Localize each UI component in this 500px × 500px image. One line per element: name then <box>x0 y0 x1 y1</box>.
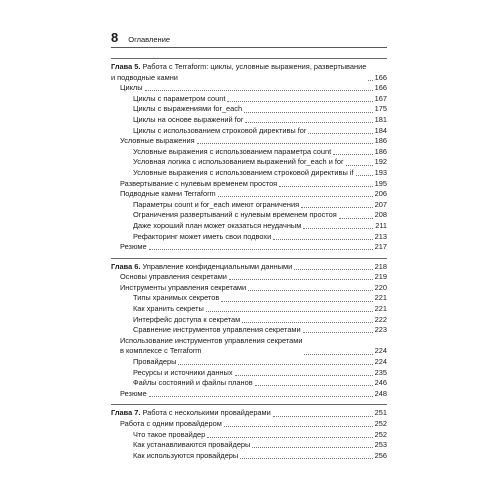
chapter-7-heading <box>111 408 387 419</box>
toc-entry-page: 246 <box>374 378 387 388</box>
chapter-5-page: 166 <box>374 72 387 82</box>
leader-dots <box>294 269 372 270</box>
toc-entry <box>111 242 387 253</box>
leader-dots <box>149 249 373 250</box>
chapter-6-label: Глава 6. <box>111 261 141 271</box>
leader-dots <box>368 80 372 81</box>
toc-entry-page: 192 <box>374 157 387 167</box>
toc-entry-text: Даже хороший план может оказаться неудачным <box>133 220 302 230</box>
toc-entry-text: Циклы с выражениями for_each <box>133 104 243 114</box>
toc-entry <box>111 83 387 94</box>
toc-entry-text: Работа с одним провайдером <box>120 419 222 428</box>
toc-entry-page: 224 <box>374 357 387 367</box>
toc-entry <box>111 325 387 336</box>
table-of-contents <box>111 58 387 466</box>
toc-entry <box>111 293 387 304</box>
chapter-7-title: Работа с несколькими провайдерами <box>142 408 271 418</box>
leader-dots <box>197 143 373 144</box>
toc-entry-text: Рефакторинг может иметь свои подвохи <box>133 231 272 241</box>
toc-entry-page: 222 <box>374 314 387 324</box>
toc-entry <box>111 378 387 389</box>
toc-entry <box>111 189 387 200</box>
toc-entry-page: 224 <box>374 346 387 356</box>
toc-entry-page: 217 <box>374 242 387 252</box>
toc-entry-text: Подводные камни Terraform <box>120 189 216 199</box>
toc-entry <box>111 357 387 368</box>
toc-entry-page: 256 <box>374 450 387 460</box>
toc-entry <box>111 115 387 126</box>
chapter-5 <box>111 58 387 253</box>
toc-entry-page: 213 <box>374 231 387 241</box>
leader-dots <box>346 165 373 166</box>
toc-entry <box>111 451 387 462</box>
toc-entry-page: 175 <box>374 104 387 114</box>
leader-dots <box>178 364 372 365</box>
toc-entry <box>111 368 387 379</box>
toc-entry-page: 207 <box>374 199 387 209</box>
toc-entry-page: 221 <box>374 304 387 314</box>
chapter-6-title: Управление конфиденциальными данными <box>142 261 293 271</box>
toc-entry-text: Что такое провайдер <box>133 429 206 439</box>
chapter-6 <box>111 258 387 400</box>
leader-dots <box>333 154 372 155</box>
toc-entry-text: Файлы состояний и файлы планов <box>133 378 253 388</box>
toc-entry <box>111 283 387 294</box>
toc-entry <box>111 221 387 232</box>
toc-entry-page: 166 <box>374 83 387 93</box>
toc-entry-text: Интерфейс доступа к секретам <box>133 314 241 324</box>
leader-dots <box>255 385 373 386</box>
toc-entry <box>111 147 387 158</box>
toc-entry-text: Как хранить секреты <box>133 304 204 314</box>
leader-dots <box>303 332 373 333</box>
leader-dots <box>273 416 373 417</box>
toc-entry <box>111 157 387 168</box>
chapter-5-title-line2: и подводные камни <box>111 72 178 82</box>
toc-entry <box>111 232 387 243</box>
toc-entry-text: Резюме <box>120 242 147 252</box>
leader-dots <box>244 112 373 113</box>
toc-entry-text: Основы управления секретами <box>120 272 227 282</box>
leader-dots <box>206 311 373 312</box>
toc-entry <box>111 419 387 430</box>
leader-dots <box>229 279 373 280</box>
toc-entry-page: 186 <box>374 136 387 146</box>
leader-dots <box>356 175 373 176</box>
toc-entry-page: 235 <box>374 367 387 377</box>
toc-entry-page: 248 <box>374 388 387 398</box>
chapter-7 <box>111 404 387 461</box>
toc-entry-page: 252 <box>374 419 387 428</box>
leader-dots <box>145 90 373 91</box>
leader-dots <box>303 228 373 229</box>
toc-entry-text: Циклы с использованием строковой директивы for <box>133 125 307 135</box>
toc-entry-text: Условные выражения <box>120 136 195 146</box>
leader-dots <box>227 101 372 102</box>
toc-entry-text: Ресурсы и источники данных <box>133 367 233 377</box>
header-rule <box>111 47 387 48</box>
leader-dots <box>245 122 372 123</box>
leader-dots <box>242 322 372 323</box>
chapter-6-heading <box>111 262 387 273</box>
toc-entry-page: 184 <box>374 125 387 135</box>
toc-entry-page: 220 <box>374 282 387 292</box>
leader-dots <box>207 437 372 438</box>
page-number: 8 <box>111 30 119 45</box>
toc-entry-text: Как устанавливаются провайдеры <box>133 440 251 450</box>
toc-entry-page: 186 <box>374 146 387 156</box>
toc-entry-text: Параметры count и for_each имеют ограничения <box>133 199 300 209</box>
toc-entry <box>111 304 387 315</box>
toc-entry <box>111 126 387 137</box>
toc-entry-text: Провайдеры <box>133 357 177 367</box>
leader-dots <box>248 290 373 291</box>
chapter-7-label: Глава 7. <box>111 408 141 418</box>
leader-dots <box>339 218 373 219</box>
toc-entry <box>111 210 387 221</box>
leader-dots <box>235 375 373 376</box>
toc-entry-page: 211 <box>375 220 387 230</box>
toc-entry-page: 219 <box>374 272 387 282</box>
leader-dots <box>240 458 372 459</box>
toc-entry-text: Циклы с параметром count <box>133 93 226 103</box>
toc-entry <box>111 179 387 190</box>
toc-entry-text-line2: в комплексе с Terraform <box>120 346 202 356</box>
toc-entry-page: 253 <box>374 440 387 450</box>
running-head: Оглавление <box>128 35 171 44</box>
toc-entry-text: Сравнение инструментов управления секретами <box>133 325 301 335</box>
toc-entry <box>111 430 387 441</box>
toc-entry-page: 221 <box>374 293 387 303</box>
toc-entry <box>111 272 387 283</box>
toc-entry-page: 195 <box>374 178 387 188</box>
leader-dots <box>149 396 373 397</box>
toc-entry-text: Использование инструментов управления секретами <box>120 335 303 345</box>
leader-dots <box>308 133 372 134</box>
toc-entry-page: 252 <box>374 429 387 439</box>
toc-entry-page: 167 <box>374 93 387 103</box>
toc-entry-text: Типы хранимых секретов <box>133 293 220 303</box>
chapter-7-page: 251 <box>374 408 387 418</box>
leader-dots <box>304 354 372 355</box>
toc-entry-text: Условные выражения с использованием строковой директивы if <box>133 167 354 177</box>
toc-entry <box>111 389 387 400</box>
toc-entry-text: Развертывание с нулевым временем простоя <box>120 178 278 188</box>
toc-entry <box>111 336 387 357</box>
toc-entry <box>111 136 387 147</box>
leader-dots <box>221 301 372 302</box>
leader-dots <box>224 426 373 427</box>
leader-dots <box>301 207 373 208</box>
toc-entry <box>111 315 387 326</box>
leader-dots <box>218 196 373 197</box>
toc-entry-page: 193 <box>374 167 387 177</box>
leader-dots <box>273 239 372 240</box>
toc-entry-text: Ограничения развертываний с нулевым временем простоя <box>133 210 337 220</box>
toc-entry-text: Циклы на основе выражений for <box>133 114 244 124</box>
toc-entry <box>111 200 387 211</box>
toc-entry <box>111 440 387 451</box>
toc-entry-text: Как используются провайдеры <box>133 450 239 460</box>
leader-dots <box>252 447 372 448</box>
toc-entry-text: Циклы <box>120 83 143 93</box>
toc-entry-page: 223 <box>374 325 387 335</box>
chapter-5-heading <box>111 62 387 83</box>
toc-entry-page: 206 <box>374 189 387 199</box>
toc-entry-page: 208 <box>374 210 387 220</box>
toc-entry-text: Условные выражения с использованием параметра count <box>133 146 332 156</box>
toc-entry <box>111 94 387 105</box>
chapter-6-page: 218 <box>374 261 387 271</box>
chapter-5-title-line1: Работа с Terraform: циклы, условные выражения, развертывание <box>142 62 367 71</box>
leader-dots <box>279 186 372 187</box>
toc-entry <box>111 168 387 179</box>
toc-entry-page: 181 <box>374 114 387 124</box>
toc-entry-text: Инструменты управления секретами <box>120 282 247 292</box>
toc-entry-text: Резюме <box>120 388 147 398</box>
toc-entry-text: Условная логика с использованием выражений for_each и for <box>133 157 344 167</box>
page-header <box>111 30 170 45</box>
toc-entry <box>111 104 387 115</box>
chapter-5-label: Глава 5. <box>111 62 141 71</box>
